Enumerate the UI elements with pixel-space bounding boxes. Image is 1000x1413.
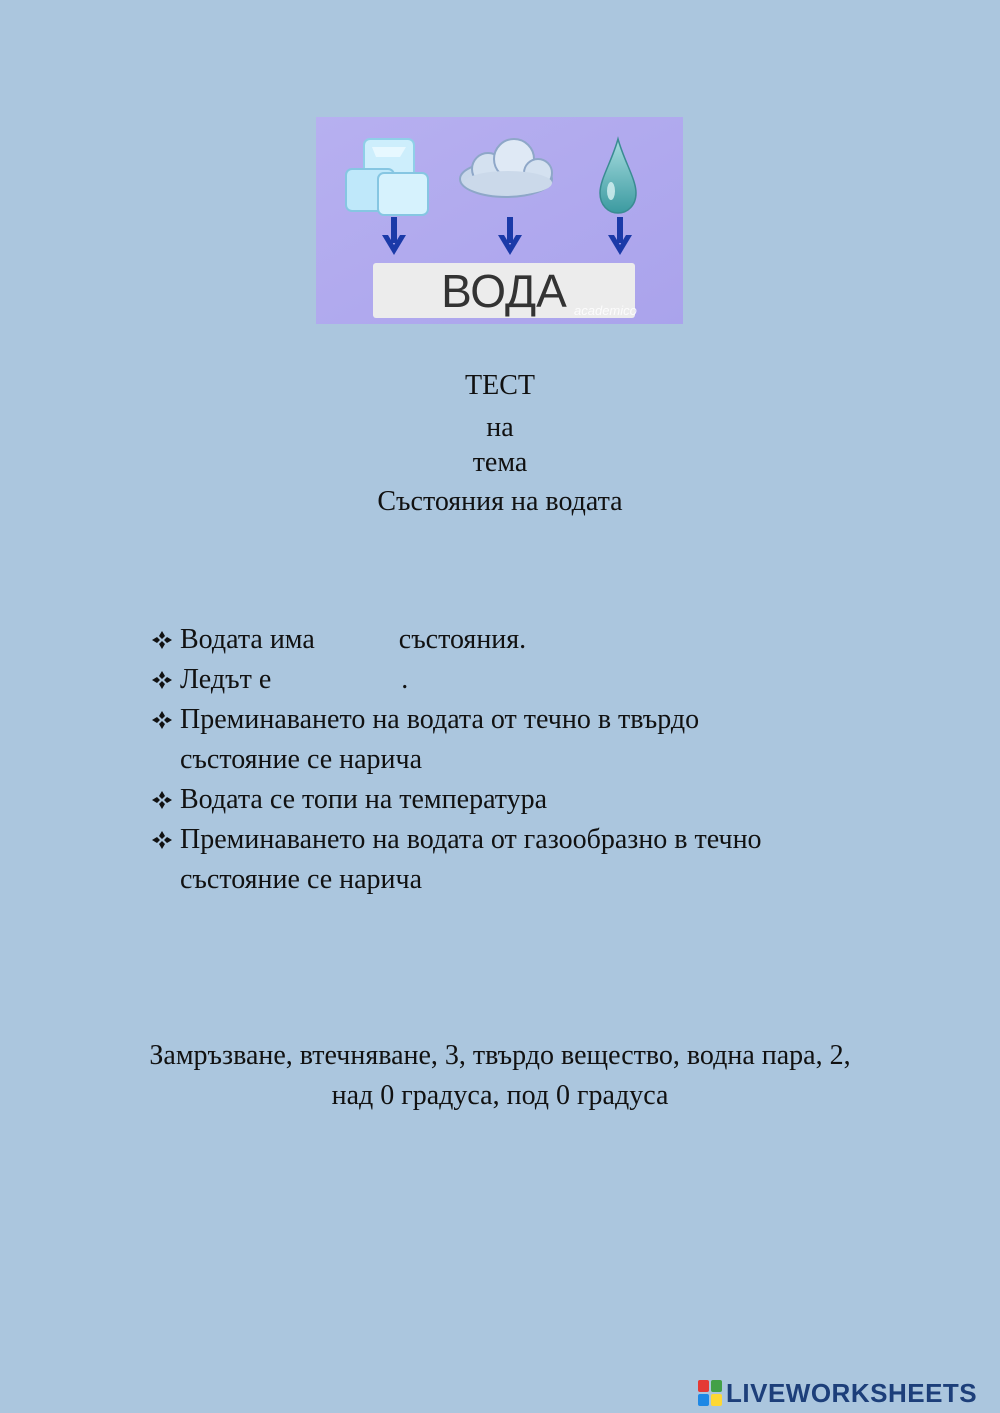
answer-bank-line: над 0 градуса, под 0 градуса [331,1080,669,1111]
heading-line-topic: тема [472,447,528,478]
diamond-bullet-icon [150,710,174,730]
water-banner-image [316,117,683,324]
question-item [150,780,910,820]
question-text: състояние се нарича [180,744,423,775]
question-text: състояния. [398,624,527,655]
question-text: Водата се топи на температура [180,784,548,815]
question-item [150,660,910,700]
brand-name: LIVEWORKSHEETS [726,1377,978,1408]
heading-line-subject: Състояния на водата [377,486,623,517]
question-item [150,620,910,660]
diamond-bullet-icon [150,790,174,810]
liveworksheets-logo [698,1378,977,1408]
liveworksheets-logo-icon [698,1380,722,1406]
diamond-bullet-icon [150,670,174,690]
banner-title: ВОДА [441,265,567,317]
answer-bank [60,1036,940,1116]
question-text: състояние се нарича [180,864,423,895]
answer-bank-line: Замръзване, втечняване, 3, твърдо вещество, водна пара, 2, [149,1040,851,1071]
diamond-bullet-icon [150,830,174,850]
question-text: Водата има [180,624,315,655]
question-text: Преминаването на водата от газообразно в течно [180,824,762,855]
question-text: Ледът е [180,664,272,695]
question-text: . [401,664,409,695]
heading-line-test: ТЕСТ [465,370,535,401]
diamond-bullet-icon [150,630,174,650]
question-list [150,620,910,900]
water-states-illustration [316,117,683,324]
question-item [150,820,910,900]
question-text: Преминаването на водата от течно в твърдо [180,704,700,735]
question-item [150,700,910,780]
heading-line-on: на [486,412,514,443]
banner-watermark: academico [574,303,637,318]
